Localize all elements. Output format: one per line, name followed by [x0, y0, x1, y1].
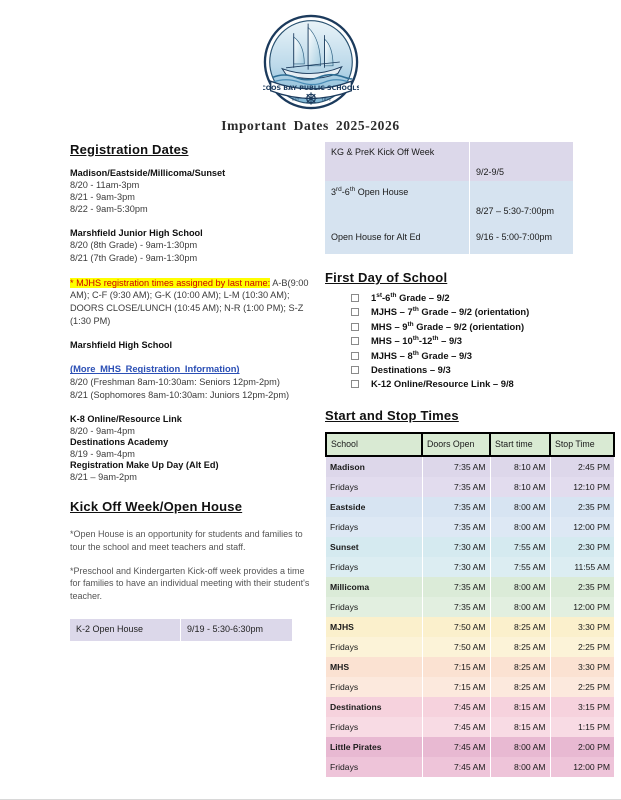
column-header-start-time: Start time	[490, 433, 550, 456]
cell-doors-open: 7:30 AM	[422, 557, 490, 577]
table-row	[326, 617, 614, 637]
registration-block-destinations	[70, 437, 310, 460]
table-row	[326, 577, 614, 597]
block-line: 8/21 - 9am-3pm	[70, 192, 135, 203]
mjhs-registration-note	[70, 277, 310, 328]
start-stop-times-table-wrap	[325, 432, 610, 777]
cell-start-time: 7:55 AM	[490, 537, 550, 557]
logo-est-right: 1892	[320, 96, 331, 102]
checkbox-icon	[351, 323, 359, 331]
coos-bay-public-schools-logo-icon	[263, 14, 359, 110]
page-title: Important Dates 2025-2026	[221, 118, 400, 133]
cell-doors-open: 7:45 AM	[422, 757, 490, 777]
checkbox-icon	[351, 380, 359, 388]
ships-wheel-icon	[304, 92, 316, 104]
cell-stop-time: 12:10 PM	[550, 477, 614, 497]
k2-open-house-label: K-2 Open House	[70, 619, 181, 641]
block-title: Madison/Eastside/Millicoma/Sunset	[70, 168, 226, 178]
cell-stop-time: 11:55 AM	[550, 557, 614, 577]
cell-stop-time: 2:25 PM	[550, 637, 614, 657]
table-row	[326, 537, 614, 557]
cell-start-time: 8:15 AM	[490, 717, 550, 737]
cell-doors-open: 7:35 AM	[422, 517, 490, 537]
first-day-of-school-heading: First Day of School	[325, 270, 448, 285]
cell-start-time: 8:25 AM	[490, 617, 550, 637]
cell-stop-time: 12:00 PM	[550, 517, 614, 537]
cell-start-time: 8:00 AM	[490, 577, 550, 597]
table-row	[326, 456, 614, 477]
cell-stop-time: 2:00 PM	[550, 737, 614, 757]
list-item: MHS – 10th-12th – 9/3	[351, 334, 575, 348]
table-row	[326, 517, 614, 537]
start-stop-times-heading: Start and Stop Times	[325, 407, 459, 423]
right-column	[325, 142, 610, 777]
list-item: Destinations – 9/3	[351, 363, 575, 377]
list-item: MHS – 9th Grade – 9/2 (orientation)	[351, 320, 575, 334]
cell-school: Fridays	[326, 677, 422, 697]
cell-start-time: 8:00 AM	[490, 517, 550, 537]
kickoff-paragraph-preschool: *Preschool and Kindergarten Kick-off week provides a time for families to have an individual meeting with their student's teacher.	[70, 565, 310, 602]
start-stop-times-table	[325, 432, 615, 777]
table-row	[326, 637, 614, 657]
cell-school: Fridays	[326, 717, 422, 737]
cell-doors-open: 7:30 AM	[422, 537, 490, 557]
list-item: 1st-6th Grade – 9/2	[351, 291, 575, 305]
mhs-line: 8/21 (Sophomores 8am-10:30am: Juniors 12pm-2pm)	[70, 389, 290, 400]
cell-start-time: 8:10 AM	[490, 477, 550, 497]
cell-start-time: 8:00 AM	[490, 497, 550, 517]
list-item: MJHS – 7th Grade – 9/2 (orientation)	[351, 305, 575, 319]
checkbox-icon	[351, 366, 359, 374]
block-line: 8/20 - 11am-3pm	[70, 180, 140, 190]
cell-stop-time: 12:00 PM	[550, 757, 614, 777]
cell-school: Fridays	[326, 477, 422, 497]
block-line: 8/20 (8th Grade) - 9am-1:30pm	[70, 240, 198, 251]
cell-stop-time: 3:30 PM	[550, 657, 614, 677]
k2-open-house-value: 9/19 - 5:30-6:30pm	[187, 623, 264, 634]
block-line: 8/20 - 9am-4pm	[70, 425, 135, 436]
cell-school: Fridays	[326, 557, 422, 577]
cell-school: Fridays	[326, 517, 422, 537]
cell-school: Madison	[326, 456, 422, 477]
kickoff-row-label: KG & PreK Kick Off Week	[325, 142, 470, 181]
logo-est-left: EST	[291, 96, 299, 102]
cell-doors-open: 7:35 AM	[422, 577, 490, 597]
table-row	[326, 597, 614, 617]
cell-doors-open: 7:35 AM	[422, 497, 490, 517]
checkbox-icon	[351, 308, 359, 316]
cell-stop-time: 12:00 PM	[550, 597, 614, 617]
cell-doors-open: 7:45 AM	[422, 697, 490, 717]
block-title: Registration Make Up Day (Alt Ed)	[70, 460, 219, 471]
cell-doors-open: 7:35 AM	[422, 456, 490, 477]
block-line: 8/19 - 9am-4pm	[70, 448, 135, 459]
cell-start-time: 8:00 AM	[490, 757, 550, 777]
cell-school: Fridays	[326, 637, 422, 657]
kickoff-row-value: 8/27 – 5:30-7:00pm	[470, 181, 574, 220]
block-title: Marshfield High School	[70, 340, 173, 351]
mhs-line: 8/20 (Freshman 8am-10:30am: Seniors 12pm-2pm)	[70, 377, 280, 388]
table-row	[325, 142, 573, 181]
block-title: K-8 Online/Resource Link	[70, 413, 182, 424]
cell-doors-open: 7:35 AM	[422, 477, 490, 497]
cell-stop-time: 2:25 PM	[550, 677, 614, 697]
cell-doors-open: 7:15 AM	[422, 677, 490, 697]
first-day-checklist	[325, 291, 575, 392]
logo-container	[0, 14, 621, 110]
registration-block-mhs	[70, 340, 310, 350]
cell-school: MJHS	[326, 617, 422, 637]
cell-school: Little Pirates	[326, 737, 422, 757]
cell-stop-time: 2:35 PM	[550, 577, 614, 597]
more-mhs-registration-information-link-wrap	[70, 363, 310, 374]
table-row	[325, 220, 573, 254]
kickoff-paragraph-open-house: *Open House is an opportunity for students and families to tour the school and meet teachers and staff.	[70, 529, 303, 552]
registration-dates-heading: Registration Dates	[70, 142, 189, 157]
cell-school: Sunset	[326, 537, 422, 557]
kickoff-week-heading: Kick Off Week/Open House	[70, 499, 243, 515]
table-row	[326, 697, 614, 717]
cell-stop-time: 3:30 PM	[550, 617, 614, 637]
column-header-school: School	[326, 433, 422, 456]
cell-school: Millicoma	[326, 577, 422, 597]
table-row	[326, 677, 614, 697]
checkbox-icon	[351, 337, 359, 345]
table-row	[326, 757, 614, 777]
cell-stop-time: 2:35 PM	[550, 497, 614, 517]
cell-school: MHS	[326, 657, 422, 677]
cell-doors-open: 7:50 AM	[422, 637, 490, 657]
cell-start-time: 8:25 AM	[490, 637, 550, 657]
kickoff-row-label: Open House for Alt Ed	[325, 220, 470, 254]
left-column	[70, 142, 310, 641]
table-row	[326, 717, 614, 737]
logo-banner-text: COOS BAY PUBLIC SCHOOLS	[262, 84, 359, 92]
cell-doors-open: 7:35 AM	[422, 597, 490, 617]
block-title: Marshfield Junior High School	[70, 228, 203, 239]
block-line: 8/22 - 9am-5:30pm	[70, 204, 148, 215]
cell-stop-time: 2:30 PM	[550, 537, 614, 557]
cell-school: Fridays	[326, 597, 422, 617]
table-header-row	[326, 433, 614, 456]
column-header-doors-open: Doors Open	[422, 433, 490, 456]
block-line: 8/21 (7th Grade) - 9am-1:30pm	[70, 252, 198, 263]
cell-doors-open: 7:45 AM	[422, 717, 490, 737]
column-header-stop-time: Stop Time	[550, 433, 614, 456]
cell-start-time: 7:55 AM	[490, 557, 550, 577]
mjhs-note-rest: A-B(9:00 AM); C-F (9:30 AM); G-K (10:00 AM); L-M (10:30 AM); DOORS CLOSE/LUNCH (10:45 AM); N-R (1:00 PM); S-Z (1:30 PM)	[70, 277, 309, 326]
checkbox-icon	[351, 352, 359, 360]
cell-start-time: 8:15 AM	[490, 697, 550, 717]
cell-stop-time: 2:45 PM	[550, 456, 614, 477]
block-title: Destinations Academy	[70, 436, 169, 447]
start-stop-times-body	[326, 456, 614, 777]
cell-doors-open: 7:50 AM	[422, 617, 490, 637]
checkbox-icon	[351, 294, 359, 302]
kickoff-row-label: 3rd-6th Open House	[325, 181, 470, 220]
cell-start-time: 8:00 AM	[490, 737, 550, 757]
cell-stop-time: 1:15 PM	[550, 717, 614, 737]
cell-school: Eastside	[326, 497, 422, 517]
registration-block-mjhs	[70, 228, 310, 263]
table-row	[326, 557, 614, 577]
registration-block-k8-online	[70, 414, 310, 437]
kickoff-row-value: 9/16 - 5:00-7:00pm	[470, 220, 574, 254]
block-line: 8/21 – 9am-2pm	[70, 472, 137, 483]
kickoff-open-house-table	[325, 142, 573, 254]
k2-open-house-table	[70, 619, 292, 641]
table-row	[325, 181, 573, 220]
cell-start-time: 8:00 AM	[490, 597, 550, 617]
table-row	[326, 477, 614, 497]
table-row	[326, 737, 614, 757]
cell-start-time: 8:25 AM	[490, 657, 550, 677]
cell-school: Fridays	[326, 757, 422, 777]
kickoff-row-value: 9/2-9/5	[470, 142, 574, 181]
cell-start-time: 8:10 AM	[490, 456, 550, 477]
cell-doors-open: 7:45 AM	[422, 737, 490, 757]
list-item: K-12 Online/Resource Link – 9/8	[351, 377, 575, 391]
table-row	[326, 497, 614, 517]
registration-block-madison	[70, 168, 310, 215]
more-mhs-registration-information-link[interactable]: (More MHS Registration Information)	[70, 363, 240, 375]
registration-block-makeup-day	[70, 460, 310, 483]
table-row	[70, 619, 292, 641]
cell-start-time: 8:25 AM	[490, 677, 550, 697]
table-row	[326, 657, 614, 677]
cell-school: Destinations	[326, 697, 422, 717]
list-item: MJHS – 8th Grade – 9/3	[351, 349, 575, 363]
cell-doors-open: 7:15 AM	[422, 657, 490, 677]
mjhs-note-highlight: * MJHS registration times assigned by last name:	[70, 277, 271, 288]
cell-stop-time: 3:15 PM	[550, 697, 614, 717]
